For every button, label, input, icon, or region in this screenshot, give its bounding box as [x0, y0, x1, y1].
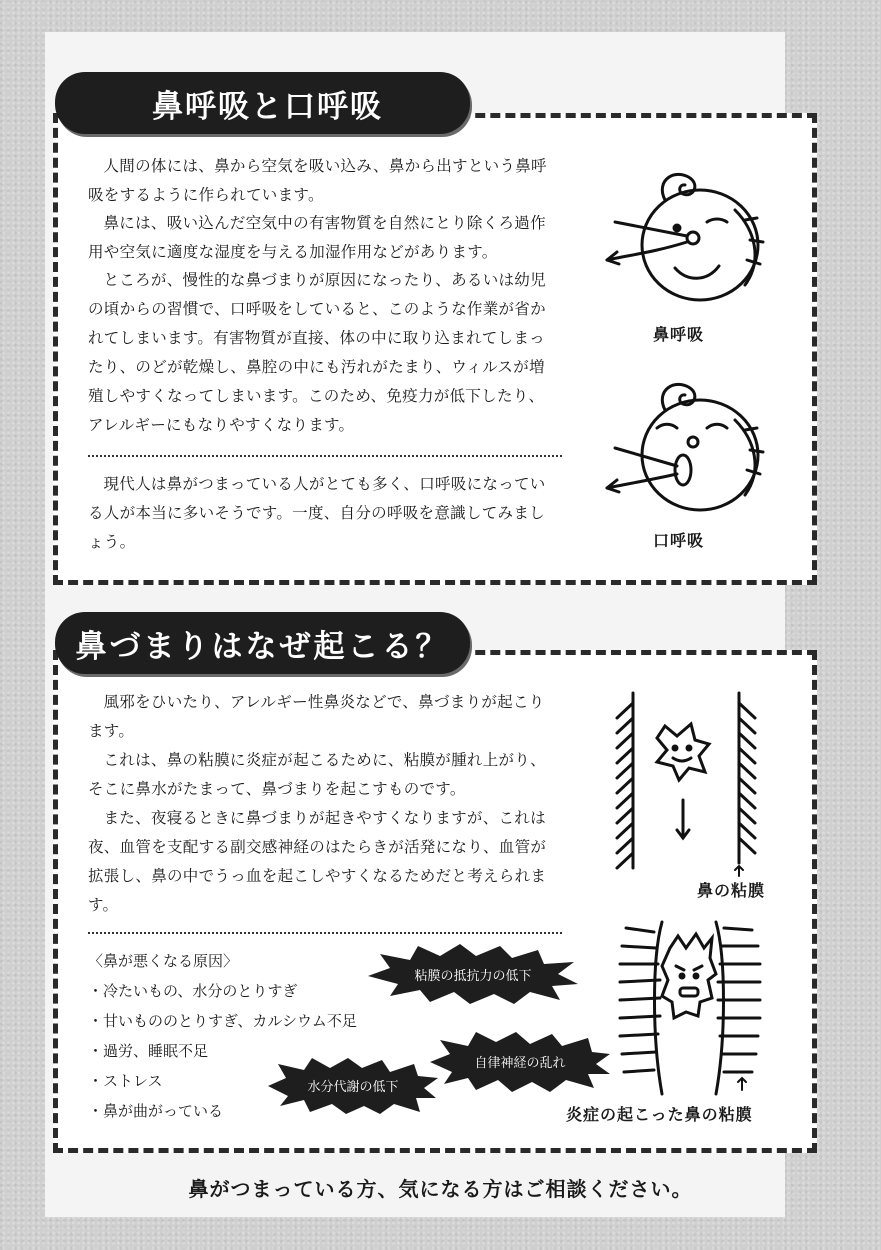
cause-item: ・鼻が曲がっている	[88, 1102, 224, 1120]
burst-text: 水分代謝の低下	[307, 1080, 399, 1095]
section1-paragraph-2: 鼻には、吸い込んだ空気中の有害物質を自然にとり除くろ過作用や空気に適度な湿度を与える加湿作用などがあります。	[88, 214, 546, 261]
section1-title: 鼻呼吸と口呼吸	[55, 72, 470, 134]
footer-message: 鼻がつまっている方、気になる方はご相談ください。	[188, 1177, 693, 1201]
section2-divider	[88, 932, 562, 934]
burst-badge-mucosa-resistance	[368, 944, 578, 1004]
section2-paragraph-2: これは、鼻の粘膜に炎症が起こるために、粘膜が腫れ上がり、そこに鼻水がたまって、鼻づまりを起こすものです。	[88, 751, 546, 798]
section1-divider	[88, 455, 562, 457]
section1-paragraph-3: ところが、慢性的な鼻づまりが原因になったり、あるいは幼児の頃からの習慣で、口呼吸をしていると、このような作業が省かれてしまいます。有害物質が直接、体の中に取り込まれてしまったり、のどが乾燥し、鼻腔の中にも汚れがたまり、ウィルスが増殖しやすくなってしまいます。このため、免疫力が低下したり、アレルギーにもなりやすくなります。	[88, 271, 546, 434]
mouth-breathing-label: 口呼吸	[653, 531, 705, 550]
normal-mucosa-label: 鼻の粘膜	[697, 881, 766, 900]
nose-breathing-label: 鼻呼吸	[653, 325, 705, 344]
cause-item: ・冷たいもの、水分のとりすぎ	[88, 982, 298, 1000]
burst-badge-autonomic-nerve	[430, 1032, 610, 1092]
nose-breathing-face-illustration	[595, 160, 795, 320]
burst-badge-water-metabolism	[268, 1058, 438, 1114]
cause-item: ・甘いもののとりすぎ、カルシウム不足	[88, 1012, 357, 1030]
inflamed-mucosa-illustration	[612, 918, 772, 1098]
burst-text: 粘膜の抵抗力の低下	[414, 969, 532, 984]
mouth-breathing-face-illustration	[595, 370, 795, 530]
burst-text: 自律神経の乱れ	[474, 1056, 566, 1071]
section1-note: 現代人は鼻がつまっている人がとても多く、口呼吸になっている人が本当に多いそうです。一度、自分の呼吸を意識してみましょう。	[88, 475, 546, 551]
section2-paragraph-3: また、夜寝るときに鼻づまりが起きやすくなりますが、これは夜、血管を支配する副交感神経のはたらきが活発になり、血管が拡張し、鼻の中でうっ血を起こしやすくなるためだと考えられます。	[88, 809, 547, 914]
causes-heading: 〈鼻が悪くなる原因〉	[88, 952, 239, 970]
cause-item: ・ストレス	[88, 1072, 163, 1090]
section2-title: 鼻づまりはなぜ起こる？	[55, 612, 470, 674]
cause-item: ・過労、睡眠不足	[88, 1042, 209, 1060]
section1-paragraph-1: 人間の体には、鼻から空気を吸い込み、鼻から出すという鼻呼吸をするように作られています。	[88, 157, 547, 204]
normal-mucosa-illustration	[605, 688, 785, 878]
section2-paragraph-1: 風邪をひいたり、アレルギー性鼻炎などで、鼻づまりが起こります。	[88, 693, 545, 740]
inflamed-mucosa-label: 炎症の起こった鼻の粘膜	[566, 1105, 753, 1124]
